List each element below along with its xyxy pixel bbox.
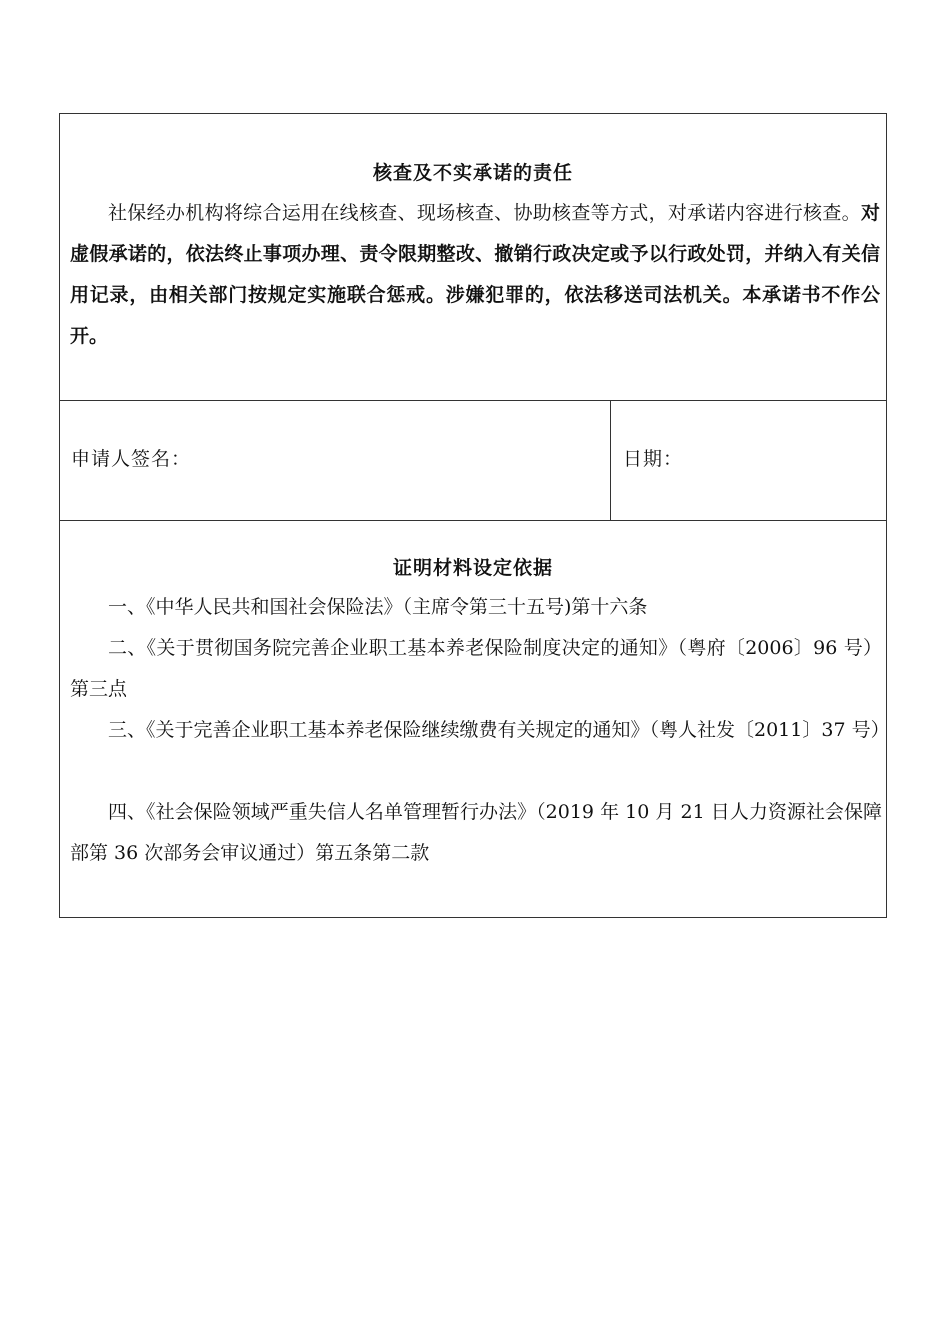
basis-item-3: 三、《关于完善企业职工基本养老保险继续缴费有关规定的通知》（粤人社发〔2011〕37 号） [108, 719, 890, 741]
signature-divider [610, 401, 611, 520]
basis-title: 证明材料设定依据 [392, 557, 553, 579]
commitment-title: 核查及不实承诺的责任 [372, 162, 573, 184]
commitment-body [70, 193, 880, 357]
signature-section [60, 401, 886, 521]
commitment-body-bold: 对虚假承诺的，依法终止事项办理、责令限期整改、撤销行政决定或予以行政处罚，并纳入有关信用记录，由相关部门按规定实施联合惩戒。涉嫌犯罪的，依法移送司法机关。本承诺书不作公开。 [70, 202, 880, 347]
date-label: 日期： [623, 448, 684, 470]
basis-item-1: 一、《中华人民共和国社会保险法》（主席令第三十五号)第十六条 [108, 596, 648, 618]
applicant-signature-label: 申请人签名： [71, 448, 192, 470]
basis-item-4: 四、《社会保险领域严重失信人名单管理暂行办法》（2019 年 10 月 21 日人力资源社会保障部第 36 次部务会审议通过）第五条第二款 [70, 801, 882, 864]
commitment-section [60, 114, 886, 401]
basis-item-2: 二、《关于贯彻国务院完善企业职工基本养老保险制度决定的通知》（粤府〔2006〕96 号）第三点 [70, 637, 882, 700]
commitment-body-plain: 社保经办机构将综合运用在线核查、现场核查、协助核查等方式，对承诺内容进行核查。 [108, 202, 861, 224]
commitment-form-table [59, 113, 890, 918]
basis-section [60, 521, 890, 917]
